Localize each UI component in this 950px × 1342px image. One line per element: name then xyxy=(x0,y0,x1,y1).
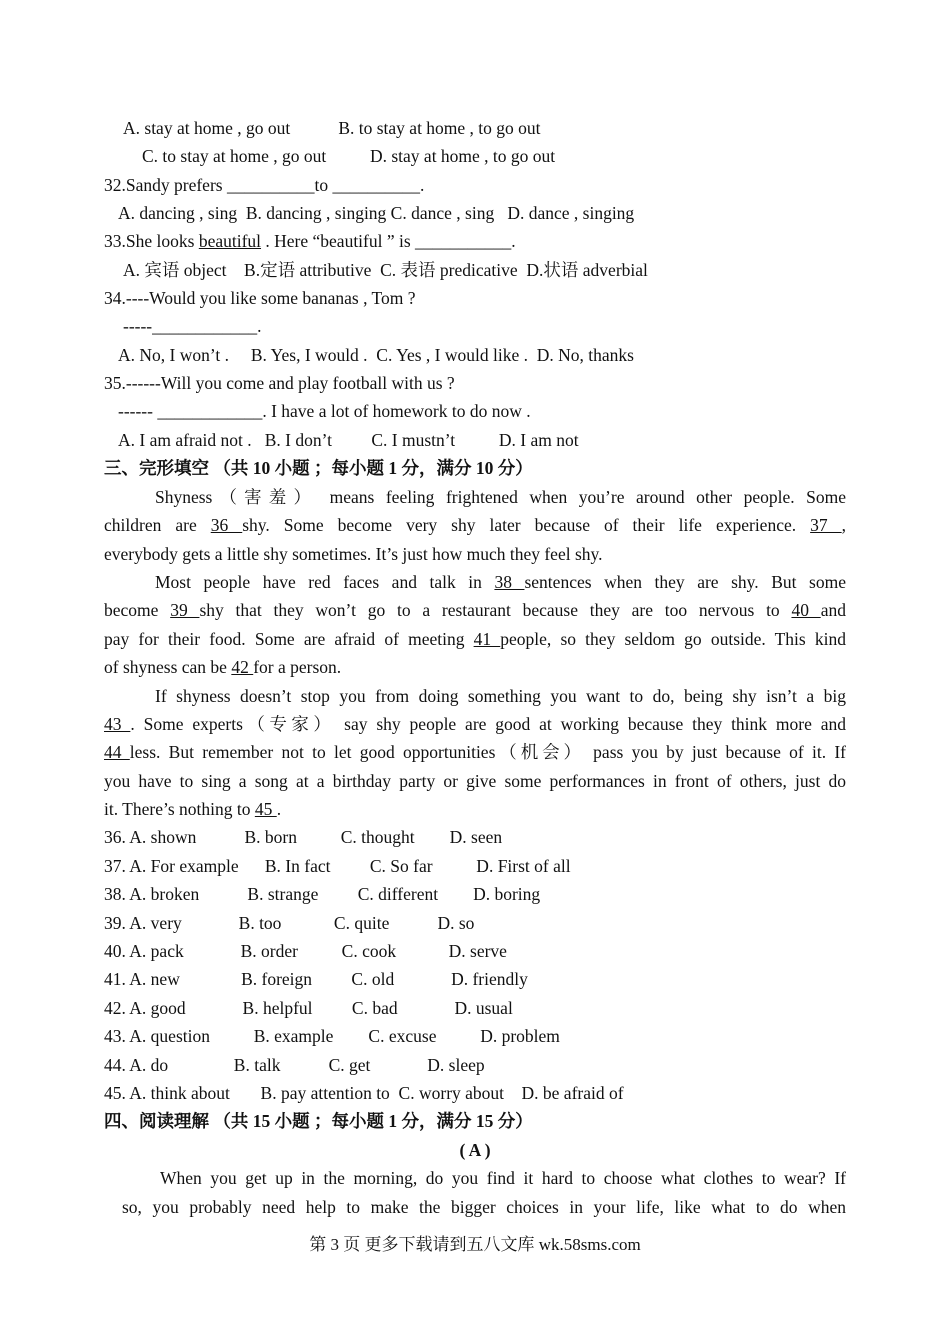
q34-options: A. No, I won’t . B. Yes, I would . C. Yes , I would like . D. No, thanks xyxy=(118,345,634,365)
q32-options: A. dancing , sing B. dancing , singing C. dance , sing D. dance , singing xyxy=(118,203,635,223)
q31-options-row2: C. to stay at home , go out D. stay at home , to go out xyxy=(142,146,556,166)
cloze-p2-line4: of shyness can be 42 for a person. xyxy=(104,657,342,677)
q31-options-row1: A. stay at home , go out B. to stay at home , to go out xyxy=(123,118,541,138)
option-row-40: 40. A. pack B. order C. cook D. serve xyxy=(104,941,507,961)
cloze-p2-line2: become 39 shy that they won’t go to a restaurant because they are too nervous to 40 and xyxy=(104,600,846,620)
q33-options: A. 宾语 object B.定语 attributive C. 表语 predicative D.状语 adverbial xyxy=(123,260,648,280)
cloze-p1-line1: Shyness（害羞） means feeling frightened when you’re around other people. Some xyxy=(155,487,846,507)
option-row-43: 43. A. question B. example C. excuse D. problem xyxy=(104,1026,560,1046)
blank-37: 37 xyxy=(810,515,842,535)
option-row-45: 45. A. think about B. pay attention to C. worry about D. be afraid of xyxy=(104,1083,624,1103)
cloze-p2-line3: pay for their food. Some are afraid of meeting 41 people, so they seldom go outside. This kind xyxy=(104,629,846,649)
reading-line2: so, you probably need help to make the bigger choices in your life, like what to do when xyxy=(122,1197,846,1217)
blank-38: 38 xyxy=(494,572,525,592)
q34-reply: -----____________. xyxy=(123,316,262,336)
blank-44: 44 xyxy=(104,742,130,762)
cloze-p1-line2: children are 36 shy. Some become very shy later because of their life experience. 37 , xyxy=(104,515,847,535)
q34-stem: 34.----Would you like some bananas , Tom ? xyxy=(104,288,416,308)
option-row-41: 41. A. new B. foreign C. old D. friendly xyxy=(104,969,528,989)
option-row-37: 37. A. For example B. In fact C. So far D. First of all xyxy=(104,856,571,876)
option-row-44: 44. A. do B. talk C. get D. sleep xyxy=(104,1055,485,1075)
cloze-p3-line5: it. There’s nothing to 45 . xyxy=(104,799,282,819)
blank-41: 41 xyxy=(473,629,501,649)
blank-39: 39 xyxy=(170,600,200,620)
cloze-p3-line4: you have to sing a song at a birthday party or give some performances in front of others, just do xyxy=(104,771,846,791)
cloze-p3-line3: 44 less. But remember not to let good opportunities（机会） pass you by just because of it. If xyxy=(104,742,847,762)
q32-stem: 32.Sandy prefers __________to __________. xyxy=(104,175,425,195)
option-row-38: 38. A. broken B. strange C. different D. boring xyxy=(104,884,541,904)
reading-section-label: ( A ) xyxy=(459,1140,491,1160)
cloze-p2-line1: Most people have red faces and talk in 38 sentences when they are shy. But some xyxy=(155,572,846,592)
option-row-39: 39. A. very B. too C. quite D. so xyxy=(104,913,475,933)
cloze-p3-line1: If shyness doesn’t stop you from doing something you want to do, being shy isn’t a big xyxy=(155,686,846,706)
page-footer: 第 3 页 更多下载请到五八文库 wk.58sms.com xyxy=(309,1235,641,1254)
q35-stem: 35.------Will you come and play football with us ? xyxy=(104,373,455,393)
q35-options: A. I am afraid not . B. I don’t C. I mustn’t D. I am not xyxy=(118,430,579,450)
reading-heading: 四、阅读理解 （共 15 小题 ；每小题 1 分，满分 15 分） xyxy=(104,1111,533,1131)
cloze-p3-line2: 43 . Some experts（专家） say shy people are good at working because they think more and xyxy=(104,714,847,734)
blank-42: 42 xyxy=(231,657,254,677)
blank-36: 36 xyxy=(210,515,243,535)
blank-43: 43 xyxy=(104,714,131,734)
cloze-heading: 三、完形填空 （共 10 小题 ；每小题 1 分，满分 10 分） xyxy=(104,458,533,478)
option-row-36: 36. A. shown B. born C. thought D. seen xyxy=(104,827,503,847)
q33-stem: 33.She looks beautiful . Here “beautiful ” is ___________. xyxy=(104,231,516,251)
cloze-p1-line3: everybody gets a little shy sometimes. It’s just how much they feel shy. xyxy=(104,544,603,564)
blank-40: 40 xyxy=(791,600,821,620)
blank-45: 45 xyxy=(254,799,277,819)
q35-reply: ------ ____________. I have a lot of homework to do now . xyxy=(118,401,531,421)
option-row-42: 42. A. good B. helpful C. bad D. usual xyxy=(104,998,513,1018)
reading-line1: When you get up in the morning, do you find it hard to choose what clothes to wear? If xyxy=(160,1168,846,1188)
